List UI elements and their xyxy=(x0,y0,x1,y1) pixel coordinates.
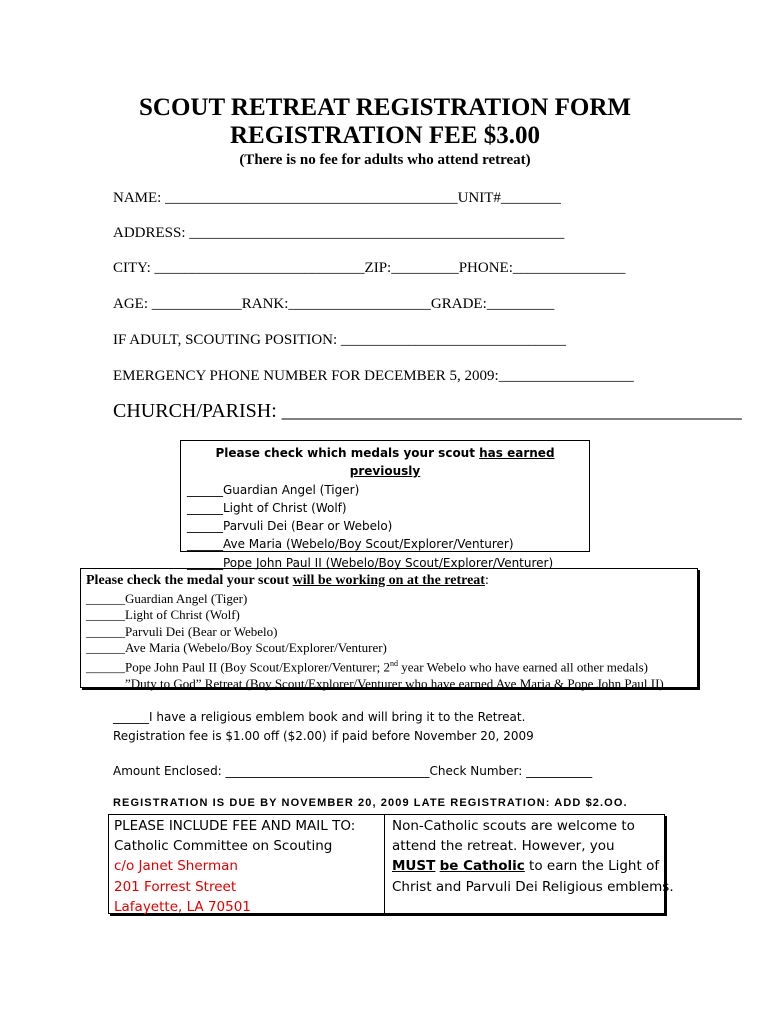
working-item-light-of-christ[interactable]: ______Light of Christ (Wolf) xyxy=(86,607,240,623)
mail-info-box xyxy=(108,814,674,915)
mail-box-divider xyxy=(384,815,385,913)
working-medal-box xyxy=(80,568,698,691)
mail-recipient-name: c/o Janet Sherman xyxy=(114,858,238,875)
name-field[interactable]: NAME: _______________________________________UNIT#________ xyxy=(113,190,561,206)
earned-item-parvuli-dei[interactable]: ______Parvuli Dei (Bear or Webelo) xyxy=(187,519,393,534)
non-catholic-note xyxy=(392,816,674,897)
note-line-1: Non-Catholic scouts are welcome to xyxy=(392,818,635,834)
mail-instruction: PLEASE INCLUDE FEE AND MAIL TO: xyxy=(114,818,356,834)
age-field[interactable]: AGE: ____________RANK:___________________GRADE:_________ xyxy=(113,296,555,312)
mail-city-state-zip: Lafayette, LA 70501 xyxy=(114,898,251,915)
note-line-3: MUST be Catholic to earn the Light of xyxy=(392,858,660,875)
earned-medals-box xyxy=(180,440,590,570)
page-title-line2: REGISTRATION FEE $3.00 xyxy=(229,122,540,149)
earned-item-guardian-angel[interactable]: ______Guardian Angel (Tiger) xyxy=(187,482,360,497)
earned-item-light-of-christ[interactable]: ______Light of Christ (Wolf) xyxy=(187,500,347,515)
mail-street: 201 Forrest Street xyxy=(114,878,237,895)
note-line-2: attend the retreat. However, you xyxy=(392,838,615,855)
amount-enclosed-field[interactable]: Amount Enclosed: __________________________________Check Number: ___________ xyxy=(113,764,593,778)
city-field[interactable]: CITY: ____________________________ZIP:_________PHONE:_______________ xyxy=(113,260,626,276)
note-line-4: Christ and Parvuli Dei Religious emblems. xyxy=(392,878,674,895)
earned-item-pope-john-paul[interactable]: ______Pope John Paul II (Webelo/Boy Scout/Explorer/Venturer) xyxy=(187,555,554,570)
adult-position-field[interactable]: IF ADULT, SCOUTING POSITION: ______________________________ xyxy=(113,332,566,348)
working-item-ave-maria[interactable]: ______Ave Maria (Webelo/Boy Scout/Explorer/Venturer) xyxy=(86,639,387,655)
earned-medals-header: Please check which medals your scout has earned previously xyxy=(215,446,555,479)
mailing-address xyxy=(114,816,355,917)
address-field[interactable]: ADDRESS: __________________________________________________ xyxy=(113,225,565,241)
working-item-pope-john-paul[interactable]: ______Pope John Paul II (Boy Scout/Explorer/Venturer; 2nd year Webelo who have earned all other medals) xyxy=(86,659,648,675)
earned-item-ave-maria[interactable]: ______Ave Maria (Webelo/Boy Scout/Explorer/Venturer) xyxy=(187,537,514,552)
working-item-parvuli-dei[interactable]: ______Parvuli Dei (Bear or Webelo) xyxy=(86,623,278,639)
working-item-guardian-angel[interactable]: ______Guardian Angel (Tiger) xyxy=(86,591,248,607)
working-item-duty-to-god[interactable]: ______”Duty to God” Retreat (Boy Scout/Explorer/Venturer who have earned Ave Maria & Pope John Paul II) xyxy=(86,675,664,691)
emergency-phone-field[interactable]: EMERGENCY PHONE NUMBER FOR DECEMBER 5, 2009:__________________ xyxy=(113,368,634,384)
page-title-line1: SCOUT RETREAT REGISTRATION FORM xyxy=(139,94,631,121)
church-parish-field[interactable]: CHURCH/PARISH: ______________________________________________ xyxy=(113,400,742,422)
working-medal-header: Please check the medal your scout will be working on at the retreat: xyxy=(86,573,489,588)
page-subtitle: (There is no fee for adults who attend retreat) xyxy=(239,152,531,168)
fee-discount-note: Registration fee is $1.00 off ($2.00) if paid before November 20, 2009 xyxy=(113,729,534,743)
registration-due-notice: REGISTRATION IS DUE BY NOVEMBER 20, 2009 LATE REGISTRATION: ADD $2.OO. xyxy=(113,797,628,809)
mail-recipient-org: Catholic Committee on Scouting xyxy=(114,838,333,855)
emblem-book-line[interactable]: ______I have a religious emblem book and will bring it to the Retreat. xyxy=(113,710,526,724)
